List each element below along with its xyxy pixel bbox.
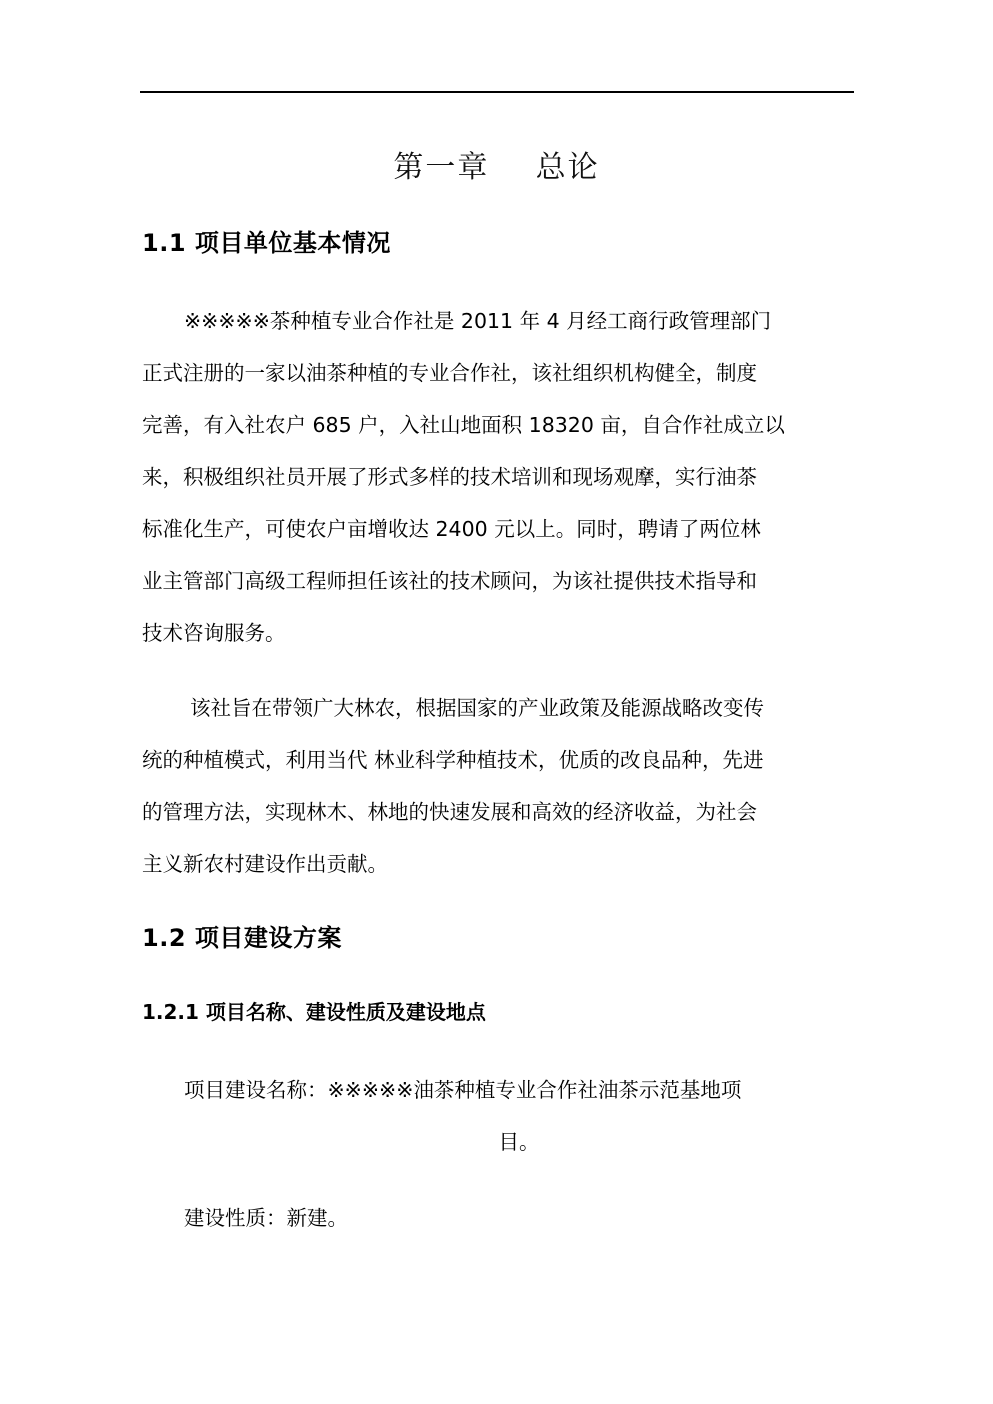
paragraph-cooperative-mission (142, 682, 854, 890)
construction-nature-item (142, 1192, 854, 1244)
paragraph-line: 正式注册的一家以油茶种植的专业合作社，该社组织机构健全，制度 (142, 361, 757, 385)
construction-nature-line: 建设性质：新建。 (184, 1206, 348, 1230)
section-heading-1-2: 1.2 项目建设方案 (142, 924, 342, 952)
header-rule (140, 91, 854, 93)
paragraph-line: 统的种植模式，利用当代 林业科学种植技术，优质的改良品种，先进 (142, 748, 764, 772)
project-name-line: 项目建设名称：※※※※※油茶种植专业合作社油茶示范基地项 (184, 1078, 742, 1102)
paragraph-line: 技术咨询服务。 (142, 621, 286, 645)
paragraph-line: 主义新农村建设作出贡献。 (142, 852, 388, 876)
paragraph-line: ※※※※※茶种植专业合作社是 2011 年 4 月经工商行政管理部门 (184, 309, 772, 333)
paragraph-line: 该社旨在带领广大林农，根据国家的产业政策及能源战略改变传 (190, 696, 764, 720)
chapter-title: 第一章 总论 (393, 150, 600, 185)
paragraph-line: 来，积极组织社员开展了形式多样的技术培训和现场观摩，实行油茶 (142, 465, 757, 489)
paragraph-line: 标准化生产，可使农户亩增收达 2400 元以上。同时，聘请了两位林 (142, 517, 761, 541)
project-name-continuation: 目。 (498, 1130, 540, 1154)
paragraph-line: 完善，有入社农户 685 户，入社山地面积 18320 亩，自合作社成立以 (142, 413, 785, 437)
project-name-item (142, 1064, 854, 1168)
section-heading-1-1: 1.1 项目单位基本情况 (142, 229, 391, 257)
paragraph-cooperative-intro (142, 295, 854, 659)
paragraph-line: 业主管部门高级工程师担任该社的技术顾问，为该社提供技术指导和 (142, 569, 757, 593)
paragraph-line: 的管理方法，实现林木、林地的快速发展和高效的经济收益，为社会 (142, 800, 757, 824)
subsection-heading-1-2-1: 1.2.1 项目名称、建设性质及建设地点 (142, 1000, 486, 1024)
